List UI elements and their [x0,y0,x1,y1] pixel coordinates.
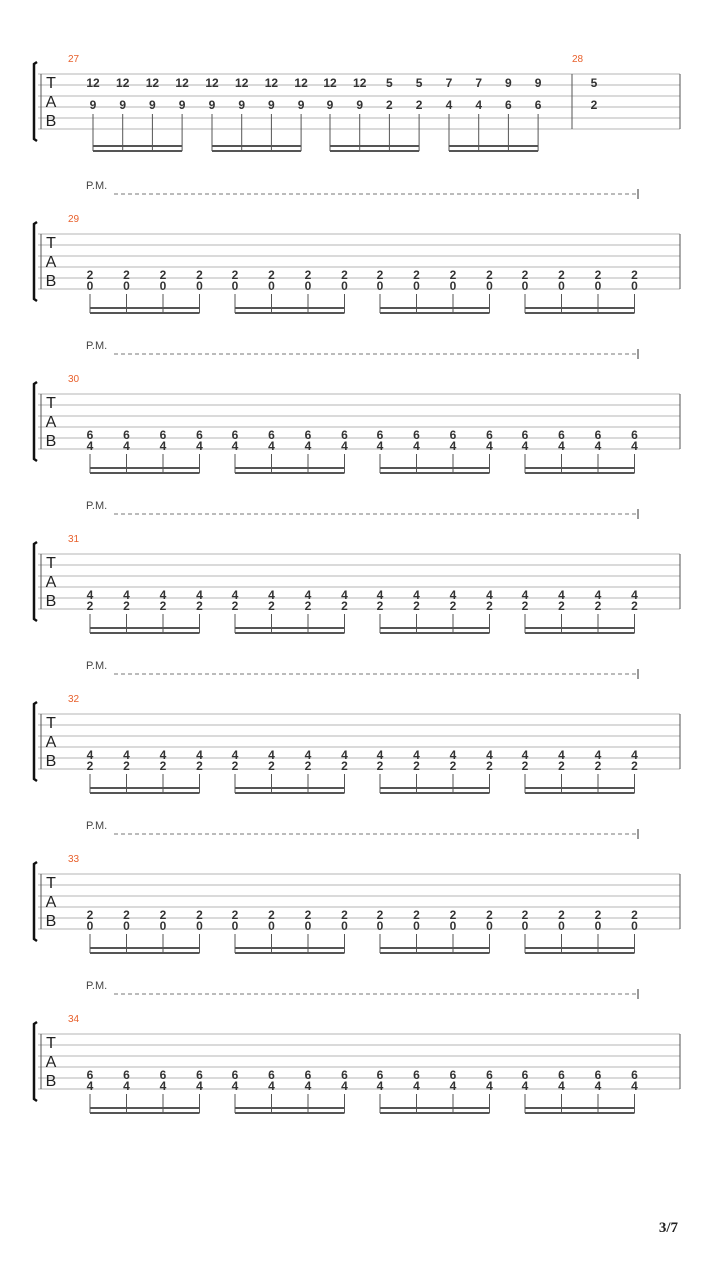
fret-number: 2 [376,599,384,613]
fret-number: 2 [486,908,493,922]
fret-number: 4 [558,588,565,602]
fret-number: 0 [449,279,457,293]
fret-number: 9 [178,98,186,112]
fret-number: 6 [123,428,130,442]
measure-number: 29 [68,214,80,225]
fret-number: 9 [534,76,542,90]
palm-mute-label: P.M. [86,980,108,992]
fret-number: 12 [353,76,367,90]
measure-number: 28 [572,54,584,65]
fret-number: 4 [594,748,602,762]
tab-clef-letter-b: B [45,753,57,770]
fret-number: 0 [521,919,529,933]
tab-clef-letter-b: B [45,1073,57,1090]
fret-number: 4 [413,439,420,453]
fret-number: 0 [521,279,529,293]
fret-number: 0 [558,279,565,293]
fret-number: 4 [594,588,602,602]
fret-number: 6 [376,1068,384,1082]
fret-number: 2 [413,268,420,282]
fret-number: 4 [521,588,529,602]
tab-clef-letter-t: T [46,1035,56,1052]
fret-number: 2 [231,908,239,922]
fret-number: 4 [449,748,457,762]
fret-number: 0 [413,279,420,293]
fret-number: 4 [413,748,420,762]
fret-number: 0 [86,919,94,933]
fret-number: 2 [413,908,420,922]
fret-number: 4 [86,748,94,762]
tab-system [34,340,680,473]
fret-number: 2 [631,268,638,282]
palm-mute-label: P.M. [86,660,108,672]
tab-clef-letter-a: A [45,414,57,431]
fret-number: 4 [376,588,384,602]
fret-number: 0 [304,919,312,933]
palm-mute-label: P.M. [86,500,108,512]
fret-number: 2 [196,908,203,922]
fret-number: 6 [449,428,457,442]
fret-number: 2 [231,759,239,773]
tab-clef-letter-b: B [45,433,57,450]
fret-number: 4 [521,748,529,762]
fret-number: 2 [386,98,393,112]
fret-number: 12 [205,76,219,90]
fret-number: 6 [486,428,493,442]
fret-number: 6 [231,428,239,442]
fret-number: 2 [521,908,529,922]
fret-number: 2 [123,268,130,282]
fret-number: 2 [159,759,167,773]
fret-number: 2 [196,268,203,282]
fret-number: 2 [521,759,529,773]
fret-number: 2 [304,268,312,282]
palm-mute-label: P.M. [86,820,108,832]
fret-number: 4 [631,1079,638,1093]
fret-number: 4 [413,588,420,602]
fret-number: 4 [123,1079,130,1093]
fret-number: 12 [116,76,130,90]
tab-clef-letter-t: T [46,555,56,572]
fret-number: 9 [268,98,275,112]
fret-number: 2 [631,759,638,773]
fret-number: 12 [235,76,249,90]
fret-number: 0 [304,279,312,293]
fret-number: 0 [594,919,602,933]
fret-number: 2 [86,759,94,773]
tab-system [34,820,680,953]
fret-number: 0 [631,919,638,933]
fret-number: 4 [304,588,312,602]
page-number: 3/7 [658,1220,678,1236]
fret-number: 7 [445,76,453,90]
fret-number: 2 [631,599,638,613]
fret-number: 6 [534,98,542,112]
tab-system [34,980,680,1113]
fret-number: 6 [631,1068,638,1082]
fret-number: 6 [413,428,420,442]
system-bracket [34,382,37,461]
measure-number: 34 [68,1014,80,1025]
fret-number: 2 [123,759,130,773]
fret-number: 4 [413,1079,420,1093]
tab-clef-letter-t: T [46,235,56,252]
fret-number: 0 [486,279,493,293]
fret-number: 2 [86,599,94,613]
fret-number: 4 [631,748,638,762]
fret-number: 2 [449,908,457,922]
fret-number: 4 [486,748,493,762]
fret-number: 2 [86,908,94,922]
fret-number: 2 [268,268,275,282]
tab-clef-letter-t: T [46,395,56,412]
fret-number: 4 [231,439,239,453]
fret-number: 6 [159,428,167,442]
fret-number: 6 [558,1068,565,1082]
fret-number: 4 [268,588,275,602]
fret-number: 0 [123,919,130,933]
fret-number: 5 [386,76,393,90]
fret-number: 6 [196,428,203,442]
fret-number: 4 [196,439,203,453]
fret-number: 0 [159,919,167,933]
fret-number: 0 [123,279,130,293]
fret-number: 0 [231,919,239,933]
fret-number: 4 [231,588,239,602]
fret-number: 6 [231,1068,239,1082]
fret-number: 2 [449,759,457,773]
fret-number: 6 [86,428,94,442]
fret-number: 6 [521,1068,529,1082]
fret-number: 4 [376,1079,384,1093]
fret-number: 2 [159,908,167,922]
fret-number: 4 [376,748,384,762]
fret-number: 2 [594,908,602,922]
tab-clef-letter-t: T [46,75,56,92]
fret-number: 2 [268,599,275,613]
tab-clef-letter-b: B [45,593,57,610]
fret-number: 4 [196,748,203,762]
fret-number: 2 [449,599,457,613]
fret-number: 2 [449,268,457,282]
fret-number: 0 [376,919,384,933]
fret-number: 2 [413,599,420,613]
fret-number: 2 [376,908,384,922]
tab-clef-letter-a: A [45,734,57,751]
fret-number: 4 [341,748,348,762]
fret-number: 6 [196,1068,203,1082]
fret-number: 4 [631,439,638,453]
fret-number: 5 [590,76,598,90]
fret-number: 12 [264,76,279,90]
fret-number: 2 [341,268,348,282]
measure-number: 33 [68,854,80,865]
fret-number: 12 [86,76,100,90]
fret-number: 2 [341,599,348,613]
fret-number: 2 [123,599,130,613]
fret-number: 2 [376,268,384,282]
fret-number: 2 [486,268,493,282]
fret-number: 4 [304,748,312,762]
tab-clef-letter-a: A [45,254,57,271]
fret-number: 12 [175,76,189,90]
fret-number: 2 [196,599,203,613]
fret-number: 4 [123,439,130,453]
fret-number: 6 [449,1068,457,1082]
system-bracket [34,62,37,141]
measure-number: 32 [68,694,80,705]
fret-number: 2 [521,599,529,613]
fret-number: 4 [594,439,602,453]
fret-number: 2 [486,599,493,613]
fret-number: 6 [413,1068,420,1082]
tab-system [34,180,680,313]
fret-number: 4 [86,1079,94,1093]
fret-number: 0 [558,919,565,933]
fret-number: 4 [521,439,529,453]
fret-number: 0 [86,279,94,293]
fret-number: 6 [594,1068,602,1082]
fret-number: 4 [268,1079,275,1093]
fret-number: 4 [268,439,275,453]
fret-number: 7 [475,76,483,90]
system-bracket [34,1022,37,1101]
tab-system [34,660,680,793]
tab-clef-letter-b: B [45,273,57,290]
measure-number: 27 [68,54,80,65]
fret-number: 2 [231,268,239,282]
tab-clef-letter-t: T [46,875,56,892]
fret-number: 4 [341,1079,348,1093]
fret-number: 2 [341,908,348,922]
fret-number: 2 [486,759,493,773]
tab-system [34,500,680,633]
fret-number: 4 [558,1079,565,1093]
fret-number: 0 [631,279,638,293]
fret-number: 4 [268,748,275,762]
fret-number: 2 [558,268,565,282]
fret-number: 4 [196,588,203,602]
fret-number: 6 [558,428,565,442]
fret-number: 4 [341,439,348,453]
fret-number: 4 [486,588,493,602]
fret-number: 9 [326,98,334,112]
fret-number: 6 [86,1068,94,1082]
fret-number: 6 [123,1068,130,1082]
fret-number: 2 [558,759,565,773]
fret-number: 0 [341,279,348,293]
fret-number: 5 [415,76,423,90]
fret-number: 0 [486,919,493,933]
fret-number: 4 [486,1079,493,1093]
fret-number: 4 [449,588,457,602]
tab-clef-letter-b: B [45,113,57,130]
fret-number: 9 [89,98,97,112]
fret-number: 0 [341,919,348,933]
fret-number: 0 [413,919,420,933]
fret-number: 6 [304,1068,312,1082]
fret-number: 0 [376,279,384,293]
fret-number: 4 [376,439,384,453]
fret-number: 4 [594,1079,602,1093]
fret-number: 4 [159,1079,167,1093]
tab-system [34,54,680,151]
fret-number: 6 [304,428,312,442]
fret-number: 0 [231,279,239,293]
tab-clef-letter-a: A [45,894,57,911]
palm-mute-label: P.M. [86,340,108,352]
fret-number: 9 [119,98,127,112]
fret-number: 0 [196,919,203,933]
system-bracket [34,542,37,621]
fret-number: 9 [208,98,216,112]
fret-number: 0 [196,279,203,293]
fret-number: 4 [449,1079,457,1093]
fret-number: 2 [159,599,167,613]
fret-number: 4 [631,588,638,602]
fret-number: 9 [505,76,512,90]
fret-number: 2 [159,268,167,282]
fret-number: 6 [341,1068,348,1082]
fret-number: 4 [86,588,94,602]
tab-clef-letter-a: A [45,574,57,591]
fret-number: 2 [123,908,130,922]
fret-number: 4 [159,439,167,453]
system-bracket [34,862,37,941]
fret-number: 2 [376,759,384,773]
tab-clef-letter-b: B [45,913,57,930]
fret-number: 12 [145,76,160,90]
fret-number: 4 [304,439,312,453]
fret-number: 4 [341,588,348,602]
fret-number: 4 [86,439,94,453]
fret-number: 2 [86,268,94,282]
fret-number: 12 [323,76,337,90]
fret-number: 2 [558,908,565,922]
fret-number: 0 [268,919,275,933]
fret-number: 2 [415,98,423,112]
tab-clef-letter-t: T [46,715,56,732]
fret-number: 2 [594,599,602,613]
fret-number: 6 [268,428,275,442]
fret-number: 0 [449,919,457,933]
fret-number: 6 [376,428,384,442]
tab-clef-letter-a: A [45,94,57,111]
fret-number: 4 [558,748,565,762]
fret-number: 6 [521,428,529,442]
fret-number: 4 [486,439,493,453]
fret-number: 2 [268,908,275,922]
fret-number: 4 [123,588,130,602]
fret-number: 2 [521,268,529,282]
fret-number: 9 [297,98,305,112]
system-bracket [34,222,37,301]
fret-number: 4 [231,1079,239,1093]
fret-number: 2 [304,908,312,922]
fret-number: 4 [304,1079,312,1093]
fret-number: 9 [356,98,364,112]
measure-number: 31 [68,534,80,545]
fret-number: 2 [304,759,312,773]
fret-number: 2 [594,268,602,282]
fret-number: 4 [159,748,167,762]
fret-number: 4 [196,1079,203,1093]
fret-number: 2 [268,759,275,773]
fret-number: 6 [505,98,512,112]
fret-number: 6 [486,1068,493,1082]
fret-number: 6 [631,428,638,442]
fret-number: 2 [590,98,598,112]
fret-number: 2 [631,908,638,922]
fret-number: 4 [521,1079,529,1093]
fret-number: 2 [558,599,565,613]
fret-number: 9 [149,98,156,112]
fret-number: 6 [268,1068,275,1082]
system-bracket [34,702,37,781]
fret-number: 4 [475,98,483,112]
measure-number: 30 [68,374,80,385]
fret-number: 2 [413,759,420,773]
fret-number: 2 [231,599,239,613]
fret-number: 9 [238,98,246,112]
fret-number: 2 [304,599,312,613]
fret-number: 4 [445,98,453,112]
fret-number: 2 [594,759,602,773]
fret-number: 0 [594,279,602,293]
fret-number: 4 [159,588,167,602]
fret-number: 0 [268,279,275,293]
fret-number: 4 [449,439,457,453]
palm-mute-label: P.M. [86,180,108,192]
fret-number: 2 [196,759,203,773]
fret-number: 4 [123,748,130,762]
fret-number: 2 [341,759,348,773]
tab-clef-letter-a: A [45,1054,57,1071]
fret-number: 6 [159,1068,167,1082]
fret-number: 6 [594,428,602,442]
fret-number: 12 [294,76,308,90]
fret-number: 6 [341,428,348,442]
fret-number: 0 [159,279,167,293]
fret-number: 4 [558,439,565,453]
fret-number: 4 [231,748,239,762]
